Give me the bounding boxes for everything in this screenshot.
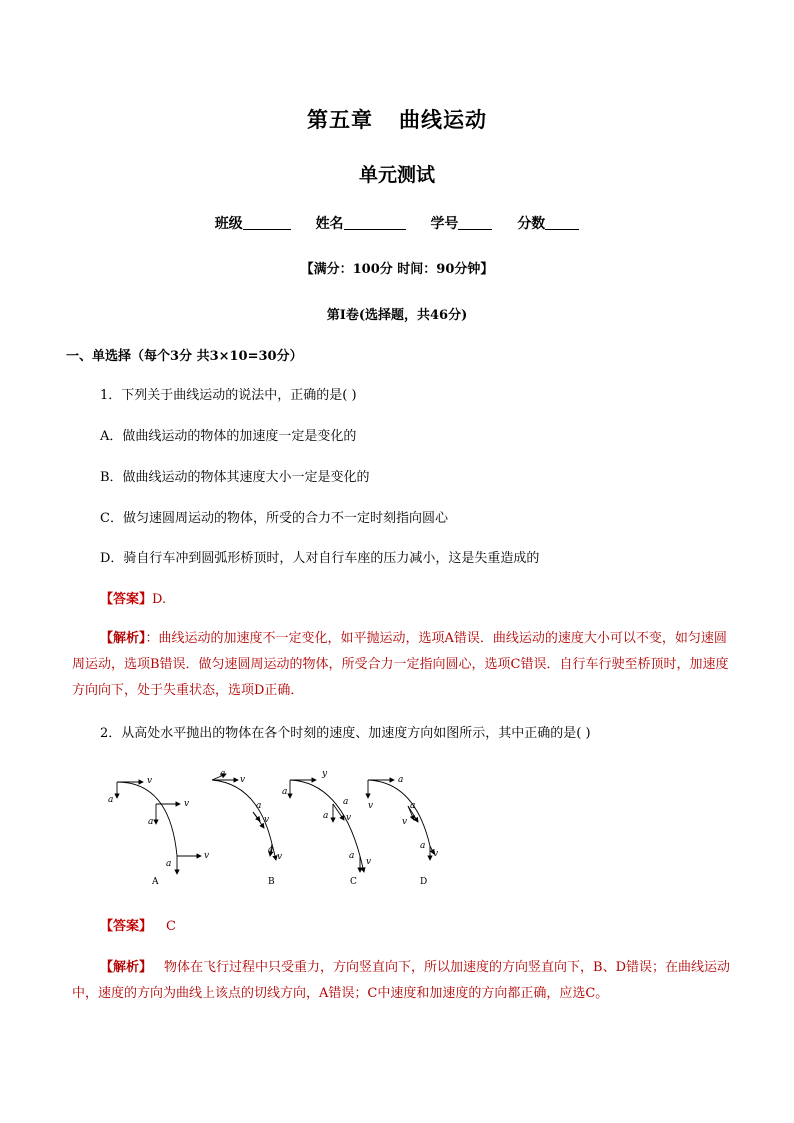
b-a-label-1: a	[220, 769, 226, 779]
name-blank[interactable]	[344, 215, 406, 230]
c-v-label-2: v	[366, 857, 372, 867]
id-blank[interactable]	[458, 215, 492, 230]
diagram-b-label: B	[268, 877, 275, 887]
page-subtitle: 单元测试	[358, 164, 435, 186]
q2-analysis-text: 物体在飞行过程中只受重力，方向竖直向下，所以加速度的方向竖直向下，B、D错误；在曲线运动中，速度的方向为曲线上该点的切线方向，A错误；C中速度和加速度的方向都正确，应选C。	[72, 960, 730, 1001]
q1-analysis-text: ：曲线运动的加速度不一定变化，如平抛运动，选项A错误．曲线运动的速度大小可以不变，如匀速圆周运动，选项B错误．做匀速圆周运动的物体，所受合力一定指向圆心，选项C错误．自行车行驶至桥顶时，加速度方向向下，处于失重状态，选项D正确．	[72, 631, 729, 698]
a-v-label-1: v	[147, 776, 153, 786]
chapter-number: 第五章	[307, 107, 373, 132]
q2-analysis-label: 【解析】	[100, 960, 153, 975]
b-v-label-3: v	[277, 852, 283, 862]
q2-answer-value: C	[166, 919, 176, 934]
id-label: 学号	[430, 216, 459, 232]
d-a-label-2: a	[410, 801, 416, 811]
b-v-label-1: v	[240, 775, 246, 785]
d-v-label-1: v	[368, 801, 374, 811]
b-a-label-2: a	[256, 801, 262, 811]
a-a-label-3: a	[166, 859, 172, 869]
a-v-label-3: v	[204, 851, 210, 861]
q2-answer	[100, 917, 176, 937]
projectile-diagrams	[100, 768, 440, 893]
d-a-label-3: a	[420, 841, 426, 851]
q2-stem: 2．从高处水平抛出的物体在各个时刻的速度、加速度方向如图所示，其中正确的是( )	[100, 726, 591, 741]
q1-analysis-label: 【解析】	[100, 631, 146, 646]
c-a-label-4: a	[349, 851, 355, 861]
student-info-line	[0, 213, 794, 233]
page-title	[0, 104, 794, 134]
q1-answer-value: D.	[152, 592, 167, 607]
c-a-label-1: a	[282, 787, 288, 797]
q2-analysis	[72, 955, 732, 1007]
q1-option-d: D．骑自行车冲到圆弧形桥顶时，人对自行车座的压力减小，这是失重造成的	[100, 551, 540, 566]
d-a-label-1: a	[398, 775, 404, 785]
volume-heading: 第Ⅰ卷(选择题，共46分)	[326, 308, 468, 323]
d-v-label-3: v	[433, 849, 439, 859]
q1-answer-label: 【答案】	[100, 592, 153, 607]
score-field[interactable]	[517, 213, 579, 233]
q1-stem: 1．下列关于曲线运动的说法中，正确的是( )	[100, 388, 357, 403]
score-label: 分数	[517, 216, 546, 232]
full-score-time: 【满分：100分 时间：90分钟】	[300, 262, 494, 277]
b-a-label-3: a	[268, 845, 274, 855]
q1-option-a: A．做曲线运动的物体的加速度一定是变化的	[100, 429, 357, 444]
name-field[interactable]	[316, 213, 406, 233]
q2-figure	[100, 768, 440, 897]
section-title: 一、单选择（每个3分 共3×10=30分）	[66, 349, 303, 364]
a-a-label-2: a	[148, 817, 154, 827]
class-blank[interactable]	[243, 215, 291, 230]
id-field[interactable]	[430, 213, 492, 233]
diagram-a	[117, 782, 201, 874]
d-v-label-2: v	[402, 817, 408, 827]
diagram-a-label: A	[152, 877, 159, 887]
diagram-c-label: C	[350, 877, 357, 887]
c-y-label: y	[322, 769, 328, 779]
a-v-label-2: v	[184, 799, 190, 809]
class-label: 班级	[214, 216, 243, 232]
c-a-label-2: a	[343, 797, 349, 807]
score-blank[interactable]	[545, 215, 579, 230]
c-a-label-3: a	[323, 811, 329, 821]
name-label: 姓名	[315, 216, 344, 232]
diagram-d-label: D	[420, 877, 428, 887]
b-v-label-2: v	[264, 815, 270, 825]
chapter-title: 曲线运动	[399, 107, 487, 132]
q2-answer-label: 【答案】	[100, 919, 153, 934]
class-field[interactable]	[215, 213, 291, 233]
q1-answer	[100, 590, 166, 610]
q1-option-c: C．做匀速圆周运动的物体，所受的合力不一定时刻指向圆心	[100, 511, 448, 526]
c-v-label-1: v	[346, 813, 352, 823]
a-a-label-1: a	[108, 795, 114, 805]
q1-option-b: B．做曲线运动的物体其速度大小一定是变化的	[100, 470, 370, 485]
q1-analysis	[72, 626, 732, 704]
